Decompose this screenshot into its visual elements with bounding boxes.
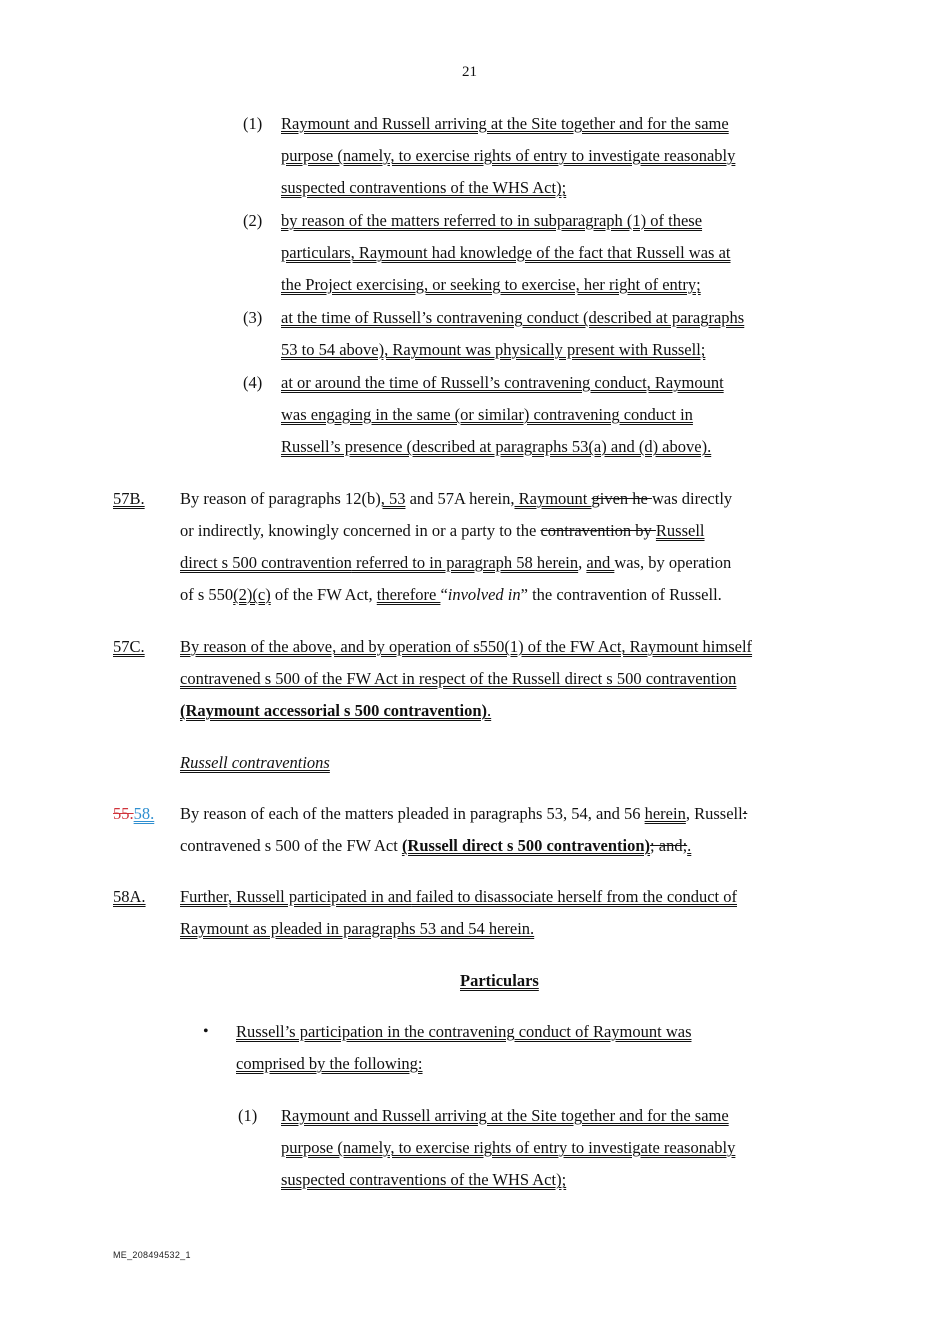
item-text-line: at the time of Russell’s contravening conduct (described at paragraphs <box>281 308 745 327</box>
paragraph-58a-line-2: Raymount as pleaded in paragraphs 53 and 54 herein. <box>180 919 535 938</box>
text-run: ” the contravention of Russell. <box>520 585 722 604</box>
paragraph-58-line-2 <box>180 830 691 862</box>
inserted-text: failed to disassociate herself from the conduct of <box>411 887 737 906</box>
bullet-text-line: Russell’s participation in the contravening conduct of Raymount was <box>236 1022 692 1041</box>
text-run: By reason of paragraphs 12(b) <box>180 489 381 508</box>
paragraph-number-57b: 57B. <box>113 489 145 508</box>
bullet-text-line: comprised by the following: <box>236 1054 423 1073</box>
item-number: (1) <box>243 114 263 133</box>
item-text-line: particulars, Raymount had knowledge of the fact that Russell was at <box>281 243 731 262</box>
paragraph-57b-line-2 <box>180 515 705 547</box>
paragraph-number-58 <box>113 798 154 830</box>
deleted-text: ; <box>682 836 688 855</box>
item-number: (1) <box>238 1106 258 1125</box>
item-text-line: purpose (namely, to exercise rights of entry to investigate reasonably <box>281 1138 736 1157</box>
item-number: (3) <box>243 308 263 327</box>
text-run: and 57A herein, <box>405 489 515 508</box>
item-number: (4) <box>243 373 263 392</box>
text-run: was, by operation <box>614 553 732 572</box>
inserted-text: herein <box>644 804 686 823</box>
item-text-line: at or around the time of Russell’s contravening conduct, Raymount <box>281 373 724 392</box>
text-run: By reason of each of the matters pleaded in paragraphs 53, 54, and 56 <box>180 804 645 823</box>
inserted-text: Further, Russell participated in and <box>180 887 412 906</box>
paragraph-57c-line-1: By reason of the above, and by operation of s550(1) of the FW Act, Raymount himself <box>180 637 753 656</box>
item-text-line: Russell’s presence (described at paragraphs 53(a) and (d) above). <box>281 437 712 456</box>
text-run: of the FW Act, <box>270 585 377 604</box>
defined-term: (Russell direct s 500 contravention) <box>401 836 651 855</box>
deleted-text: : <box>742 804 748 823</box>
page-number: 21 <box>462 64 477 80</box>
text-run: , <box>578 553 587 572</box>
inserted-text: Russell <box>655 521 705 540</box>
deleted-text: given he <box>591 489 652 508</box>
inserted-text: Raymount <box>514 489 592 508</box>
deleted-number: 55. <box>113 804 134 823</box>
bullet-point: • <box>203 1023 209 1040</box>
item-text-line: Raymount and Russell arriving at the Site together and for the same <box>281 1106 729 1125</box>
text-run: . <box>487 701 492 720</box>
paragraph-57b-line-3 <box>180 547 731 579</box>
inserted-text: direct s 500 contravention <box>180 553 352 572</box>
inserted-text: (2)(c) <box>233 585 271 604</box>
inserted-number: 58. <box>133 804 155 823</box>
inserted-text: . <box>687 836 692 855</box>
item-text-line: suspected contraventions of the WHS Act); <box>281 178 567 197</box>
paragraph-57c-line-2: contravened s 500 of the FW Act in respect of the Russell direct s 500 contravention <box>180 669 737 688</box>
text-run: , Russell <box>685 804 743 823</box>
paragraph-number-58a: 58A. <box>113 887 146 906</box>
paragraph-58a-line-1 <box>180 881 737 913</box>
inserted-text: therefore <box>376 585 441 604</box>
text-run: contravened s 500 of the FW Act <box>180 836 402 855</box>
defined-term: (Raymount accessorial s 500 contravention) <box>180 701 488 720</box>
particulars-heading: Particulars <box>460 971 539 990</box>
paragraph-57b-line-4 <box>180 579 722 611</box>
paragraph-number-57c: 57C. <box>113 637 145 656</box>
item-text-line: Raymount and Russell arriving at the Site together and for the same <box>281 114 729 133</box>
paragraph-57b-line-1 <box>180 483 732 515</box>
item-number: (2) <box>243 211 263 230</box>
inserted-text: referred to in paragraph 58 herein <box>351 553 579 572</box>
paragraph-58-line-1 <box>180 798 747 830</box>
item-text-line: 53 to 54 above), Raymount was physically present with Russell; <box>281 340 706 359</box>
text-run: or indirectly, knowingly concerned in or a party to the <box>180 521 541 540</box>
italic-text: involved in <box>447 585 521 604</box>
text-run: was directly <box>651 489 733 508</box>
inserted-text: , 53 <box>380 489 406 508</box>
item-text-line: by reason of the matters referred to in subparagraph (1) of these <box>281 211 703 230</box>
document-footer-id: ME_208494532_1 <box>113 1250 191 1260</box>
item-text-line: the Project exercising, or seeking to exercise, her right of entry; <box>281 275 701 294</box>
section-heading: Russell contraventions <box>180 753 330 772</box>
item-text-line: was engaging in the same (or similar) contravening conduct in <box>281 405 693 424</box>
deleted-text: contravention by <box>540 521 656 540</box>
item-text-line: purpose (namely, to exercise rights of entry to investigate reasonably <box>281 146 736 165</box>
item-text-line: suspected contraventions of the WHS Act); <box>281 1170 567 1189</box>
paragraph-57c-line-3 <box>180 695 491 727</box>
deleted-text: ; and <box>650 836 683 855</box>
text-run: “ <box>440 585 448 604</box>
inserted-text: and <box>586 553 615 572</box>
text-run: of s 550 <box>180 585 234 604</box>
